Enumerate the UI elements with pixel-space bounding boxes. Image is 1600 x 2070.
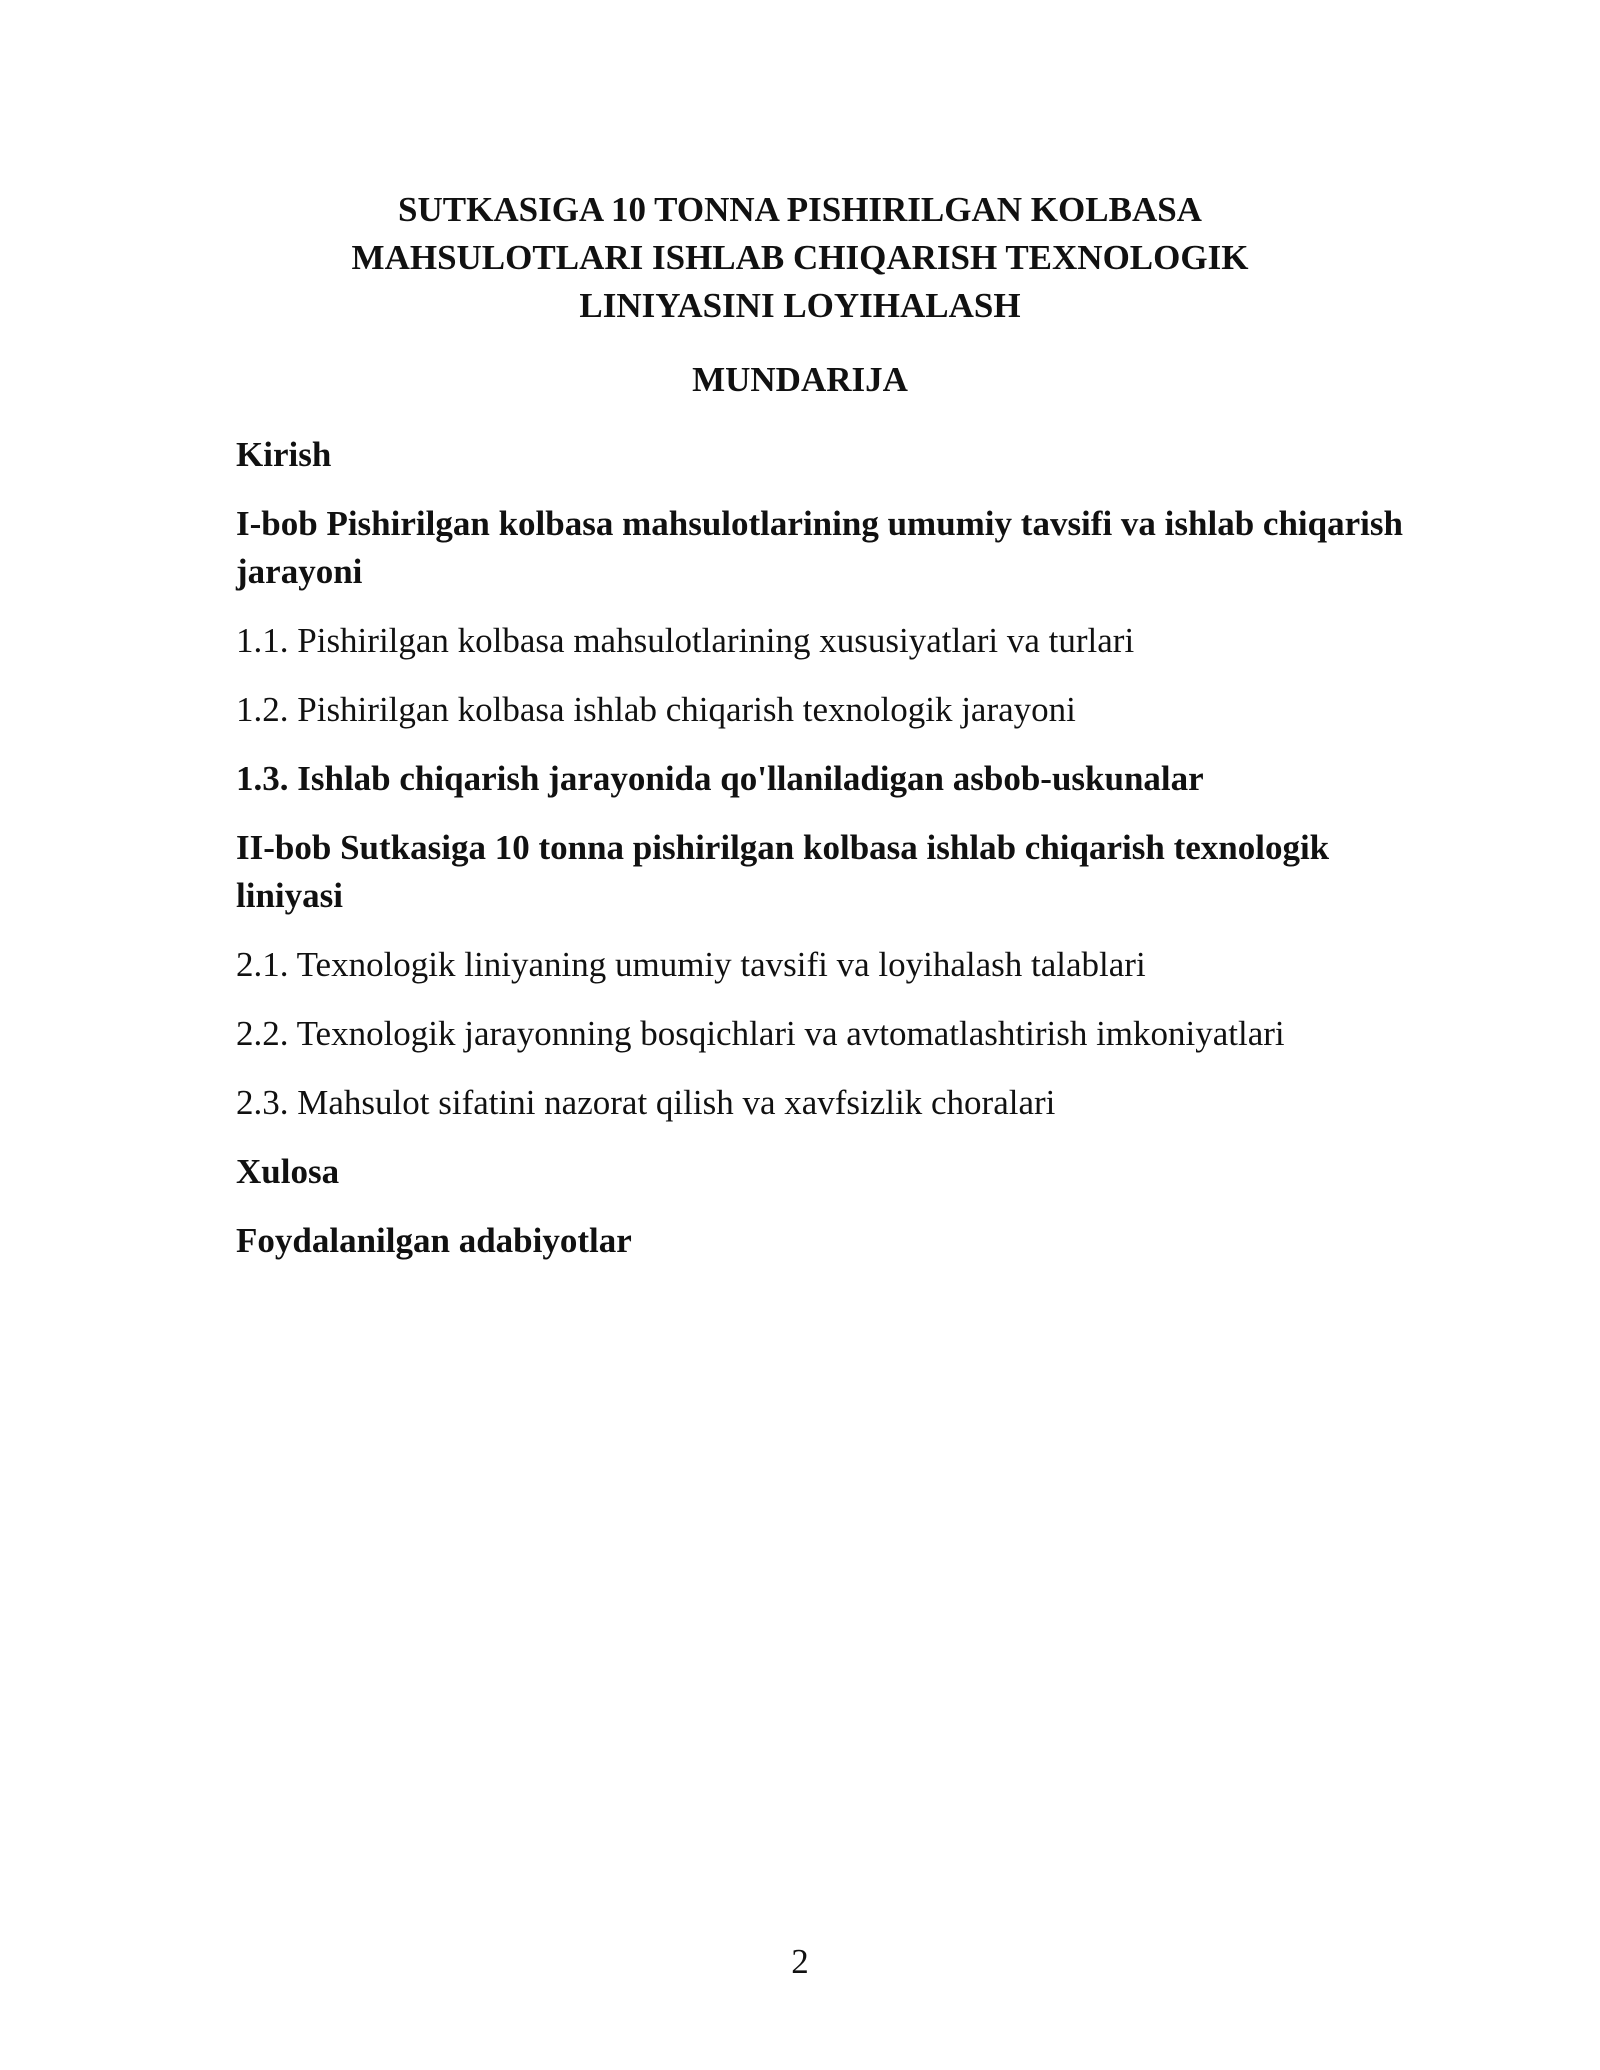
toc-item-chapter-1: I-bob Pishirilgan kolbasa mahsulotlarining umumiy tavsifi va ishlab chiqarish jarayoni [236,504,1403,591]
toc-item-section-2-1: 2.1. Texnologik liniyaning umumiy tavsifi va loyihalash talablari [236,945,1146,984]
title-line: LINIYASINI LOYIHALASH [579,286,1021,325]
toc-item-section-1-2: 1.2. Pishirilgan kolbasa ishlab chiqarish texnologik jarayoni [236,690,1076,729]
toc-item-section-1-1: 1.1. Pishirilgan kolbasa mahsulotlarining xususiyatlari va turlari [236,621,1135,660]
table-of-contents [236,431,1416,1286]
document-title [200,186,1400,330]
toc-item-chapter-2: II-bob Sutkasiga 10 tonna pishirilgan kolbasa ishlab chiqarish texnologik liniyasi [236,828,1330,915]
page-number: 2 [791,1942,809,1981]
toc-item-section-1-3: 1.3. Ishlab chiqarish jarayonida qo'llaniladigan asbob-uskunalar [236,759,1204,798]
title-line: MAHSULOTLARI ISHLAB CHIQARISH TEXNOLOGIK [351,238,1249,277]
toc-item-section-2-3: 2.3. Mahsulot sifatini nazorat qilish va xavfsizlik choralari [236,1083,1056,1122]
toc-item-introduction: Kirish [236,435,332,474]
toc-item-section-2-2: 2.2. Texnologik jarayonning bosqichlari va avtomatlashtirish imkoniyatlari [236,1014,1285,1053]
toc-item-references: Foydalanilgan adabiyotlar [236,1221,632,1260]
toc-item-conclusion: Xulosa [236,1152,340,1191]
toc-heading: MUNDARIJA [692,360,908,399]
title-line: SUTKASIGA 10 TONNA PISHIRILGAN KOLBASA [398,190,1202,229]
